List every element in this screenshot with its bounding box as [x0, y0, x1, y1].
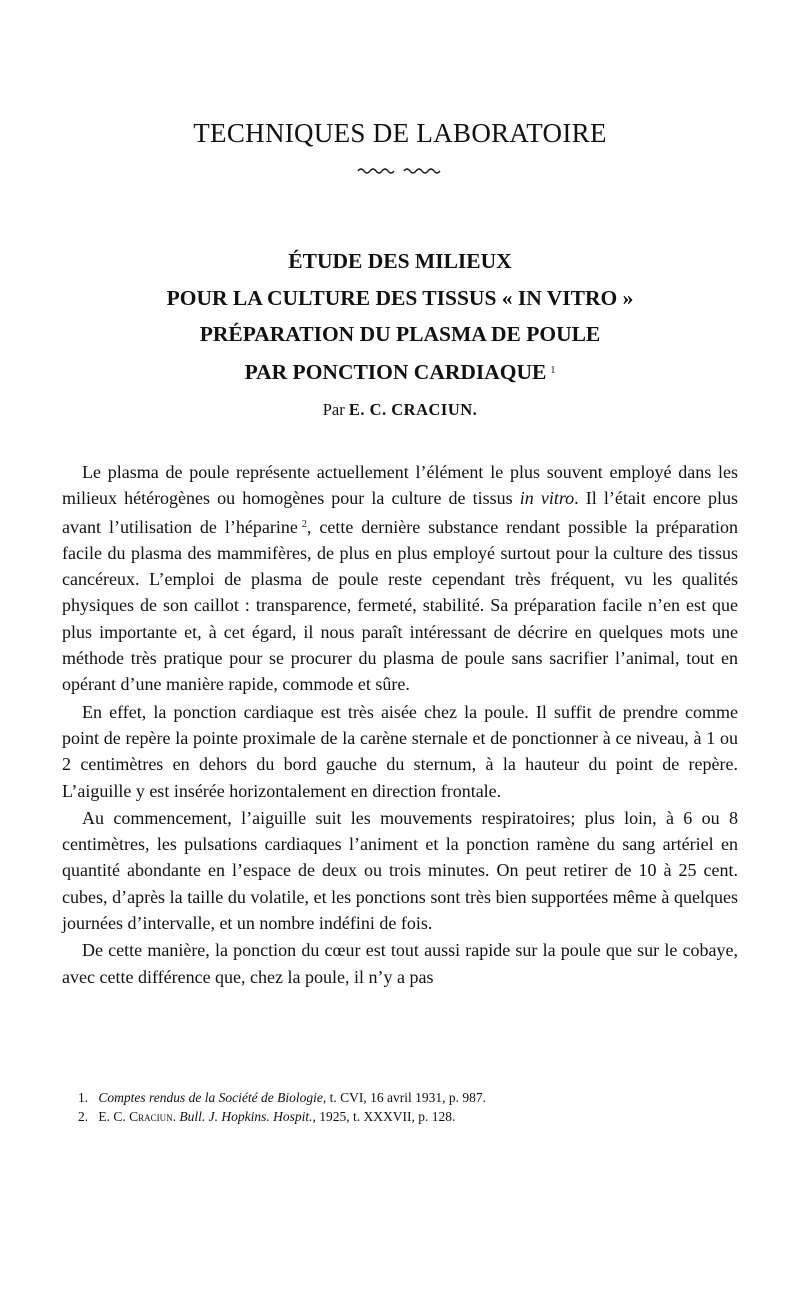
paragraph-1-part-a: Le plasma de poule représente actuellement l’élément le plus souvent employé dans les milieux hétérogènes ou homogènes pour la culture de tissus: [62, 462, 738, 509]
title-line-4: [0, 353, 800, 391]
footnote-2-separator: .: [172, 1109, 180, 1124]
title-footnote-mark[interactable]: 1: [550, 364, 556, 376]
footnote-2-initials: E. C.: [98, 1109, 130, 1124]
footnote-1: [78, 1088, 738, 1107]
paragraph-2: En effet, la ponction cardiaque est très aisée chez la poule. Il suffit de prendre comme point de repère la pointe proximale de la carène sternale et de ponctionner à ce niveau, à 1 ou 2 centimètres en dehors du bord gauche du sternum, à la hauteur du point de repère. L’aiguille y est insérée horizontalement en direction frontale.: [62, 701, 738, 801]
title-line-1: ÉTUDE DES MILIEUX: [288, 249, 512, 273]
paragraph-3: Au commencement, l’aiguille suit les mouvements respiratoires; plus loin, à 6 ou 8 centimètres, les pulsations cardiaques l’animent et la ponction ramène du sang artériel en quantité abondante en l’espace de deux ou trois minutes. On peut retirer de 10 à 25 cent. cubes, d’après la taille du volatile, et les ponctions sont très bien supportées même à quelques journées d’intervalle, et un nombre indéfini de fois.: [62, 807, 738, 934]
footnote-2-author: Craciun: [129, 1109, 173, 1124]
title-line-2: POUR LA CULTURE DES TISSUS « IN VITRO »: [166, 285, 634, 310]
paragraph-1: [62, 459, 738, 698]
paragraph-1-italic: in vitro: [519, 488, 575, 509]
byline: [0, 400, 800, 420]
section-title: TECHNIQUES DE LABORATOIRE: [193, 118, 607, 148]
footnotes: [78, 1088, 738, 1126]
paragraph-1-part-c: , cette dernière substance rendant possible la préparation facile du plasma des mammifères, de plus en plus employé surtout pour la culture des tissus cancéreux. L’emploi de plasma de poule reste cependant très fréquent, vu les qualités physiques de son caillot : transparence, fermeté, stabilité. Sa préparation facile n’en est que plus importante et, à cet égard, il nous paraît intéressant de décrire en quelques mots une méthode très pratique pour se procurer du plasma de poule sans sacrifier l’animal, tout en opérant d’une manière rapide, commode et sûre.: [62, 516, 739, 695]
article-body: [62, 459, 738, 990]
author-name: E. C. CRACIUN.: [348, 400, 478, 419]
title-line-4-text: PAR PONCTION CARDIAQUE: [244, 359, 547, 384]
paragraph-1-part-b: . Il l’était encore plus avant l’utilisation de l’héparine: [62, 488, 738, 537]
byline-prefix: Par: [322, 400, 345, 419]
footnote-2-details: , 1925, t. XXXVII, p. 128.: [312, 1109, 456, 1124]
title-ornament: [356, 166, 444, 176]
title-line-3: PRÉPARATION DU PLASMA DE POULE: [199, 322, 601, 346]
footnote-1-number: 1.: [78, 1090, 89, 1105]
footnote-ref-2[interactable]: 2: [301, 518, 307, 530]
paragraph-4: De cette manière, la ponction du cœur est tout aussi rapide sur la poule que sur le cobaye, avec cette différence que, chez la poule, il n’y a pas: [62, 940, 738, 987]
article-title: [0, 243, 800, 390]
footnote-1-details: , t. CVI, 16 avril 1931, p. 987.: [322, 1090, 486, 1105]
footnote-2: [78, 1107, 738, 1126]
footnote-2-number: 2.: [78, 1109, 89, 1124]
footnote-1-source: Comptes rendus de la Société de Biologie: [98, 1090, 323, 1105]
footnote-2-source: Bull. J. Hopkins. Hospit.: [179, 1109, 313, 1124]
